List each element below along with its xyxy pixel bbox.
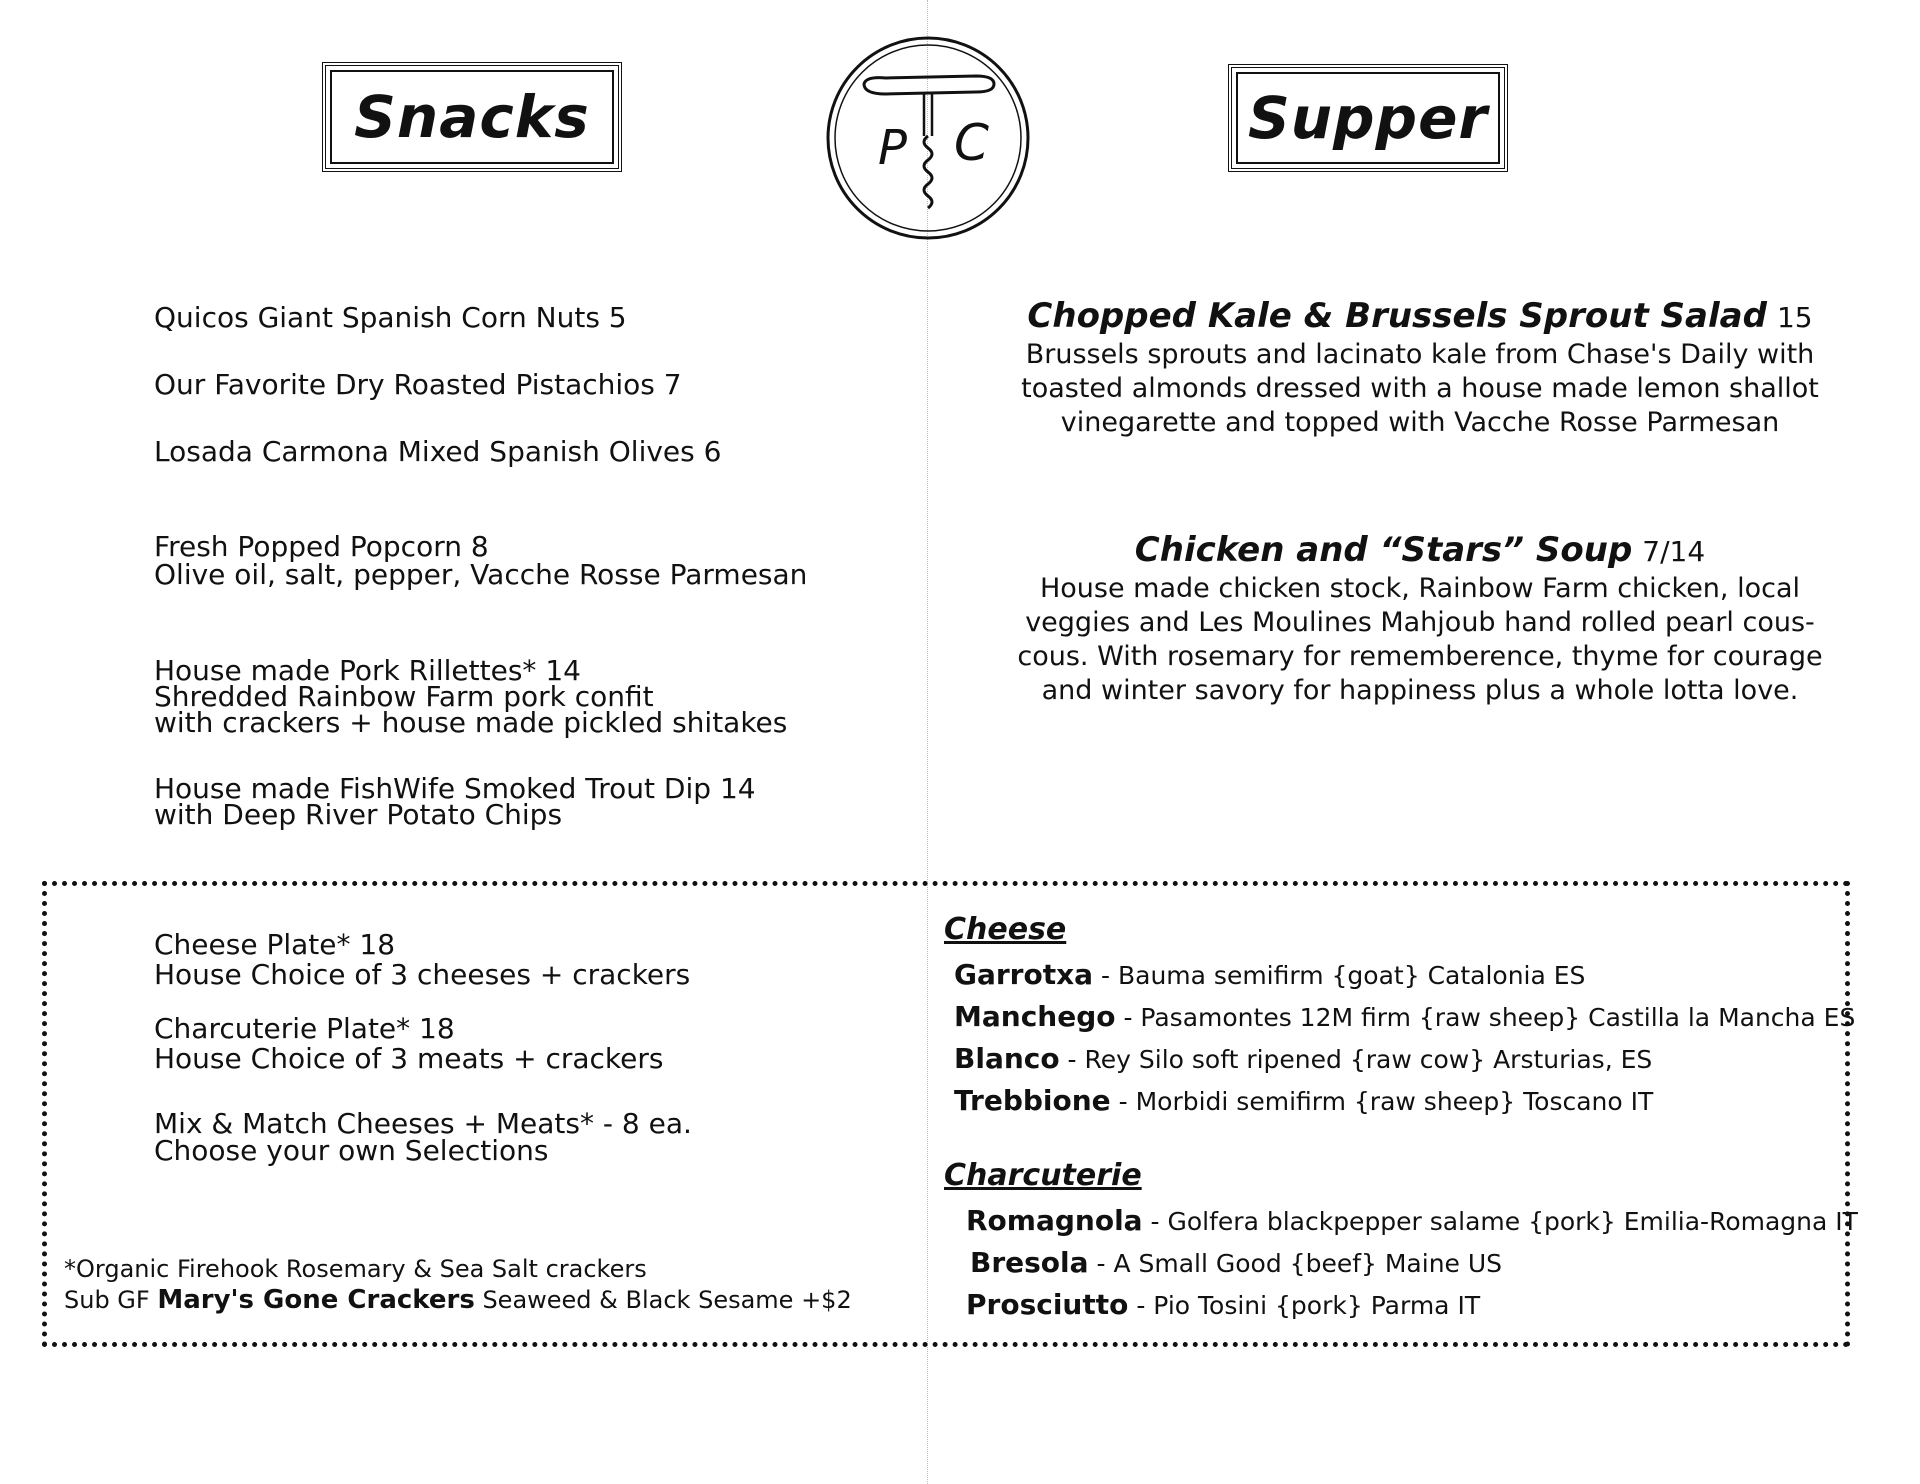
cheese-item: Trebbione - Morbidi semifirm {raw sheep} Toscano IT — [954, 1084, 1654, 1117]
snack-item: House made FishWife Smoked Trout Dip 14 with Deep River Potato Chips — [154, 772, 756, 831]
snacks-header — [322, 62, 622, 172]
cheese-heading: Cheese — [944, 912, 1067, 947]
gf-crackers-footnote: Sub GF Mary's Gone Crackers Seaweed & Black Sesame +$2 — [64, 1285, 852, 1315]
logo — [826, 36, 1030, 240]
snack-item: Quicos Giant Spanish Corn Nuts 5 — [154, 301, 627, 334]
logo-letter-right: C — [954, 114, 989, 172]
supper-item-description: House made chicken stock, Rainbow Farm chicken, local veggies and Les Moulines Mahjoub hand rolled pearl cous-cous. With rosemary for rememberence, thyme for courage and winter savory for happiness plus a whole lotta love. — [1017, 573, 1823, 706]
crackers-footnote: *Organic Firehook Rosemary & Sea Salt crackers — [64, 1255, 647, 1283]
snack-item: Losada Carmona Mixed Spanish Olives 6 — [154, 435, 722, 468]
supper-item-price: 7/14 — [1642, 535, 1706, 568]
snack-item: Our Favorite Dry Roasted Pistachios 7 — [154, 368, 682, 401]
snack-item: House made Pork Rillettes* 14 Shredded Rainbow Farm pork confit with crackers + house made pickled shitakes — [154, 654, 788, 739]
supper-item — [1000, 530, 1840, 708]
plate-item: Charcuterie Plate* 18 House Choice of 3 meats + crackers — [154, 1012, 664, 1075]
charcuterie-item: Prosciutto - Pio Tosini {pork} Parma IT — [966, 1288, 1481, 1321]
supper-title: Supper — [1236, 72, 1500, 164]
supper-item-price: 15 — [1776, 301, 1813, 334]
supper-header — [1228, 64, 1508, 172]
plate-item: Cheese Plate* 18 House Choice of 3 cheeses + crackers — [154, 928, 691, 991]
supper-item-title: Chopped Kale & Brussels Sprout Salad 15 — [1027, 296, 1813, 336]
plate-item: Mix & Match Cheeses + Meats* - 8 ea. Choose your own Selections — [154, 1107, 692, 1167]
cheese-item: Manchego - Pasamontes 12M firm {raw sheep} Castilla la Mancha ES — [954, 1000, 1856, 1033]
cheese-item: Blanco - Rey Silo soft ripened {raw cow} Arsturias, ES — [954, 1042, 1653, 1075]
charcuterie-item: Bresola - A Small Good {beef} Maine US — [970, 1246, 1503, 1279]
cheese-item: Garrotxa - Bauma semifirm {goat} Catalonia ES — [954, 958, 1586, 991]
supper-item-title: Chicken and “Stars” Soup 7/14 — [1134, 530, 1706, 570]
supper-item — [1000, 296, 1840, 440]
logo-letter-left: P — [878, 120, 907, 176]
supper-item-description: Brussels sprouts and lacinato kale from Chase's Daily with toasted almonds dressed with a house made lemon shallot vinegarette and topped with Vacche Rosse Parmesan — [1021, 339, 1819, 438]
snacks-title: Snacks — [330, 70, 614, 164]
charcuterie-item: Romagnola - Golfera blackpepper salame {pork} Emilia-Romagna IT — [966, 1204, 1858, 1237]
charcuterie-heading: Charcuterie — [944, 1158, 1142, 1193]
snack-item: Fresh Popped Popcorn 8 Olive oil, salt, pepper, Vacche Rosse Parmesan — [154, 530, 808, 591]
